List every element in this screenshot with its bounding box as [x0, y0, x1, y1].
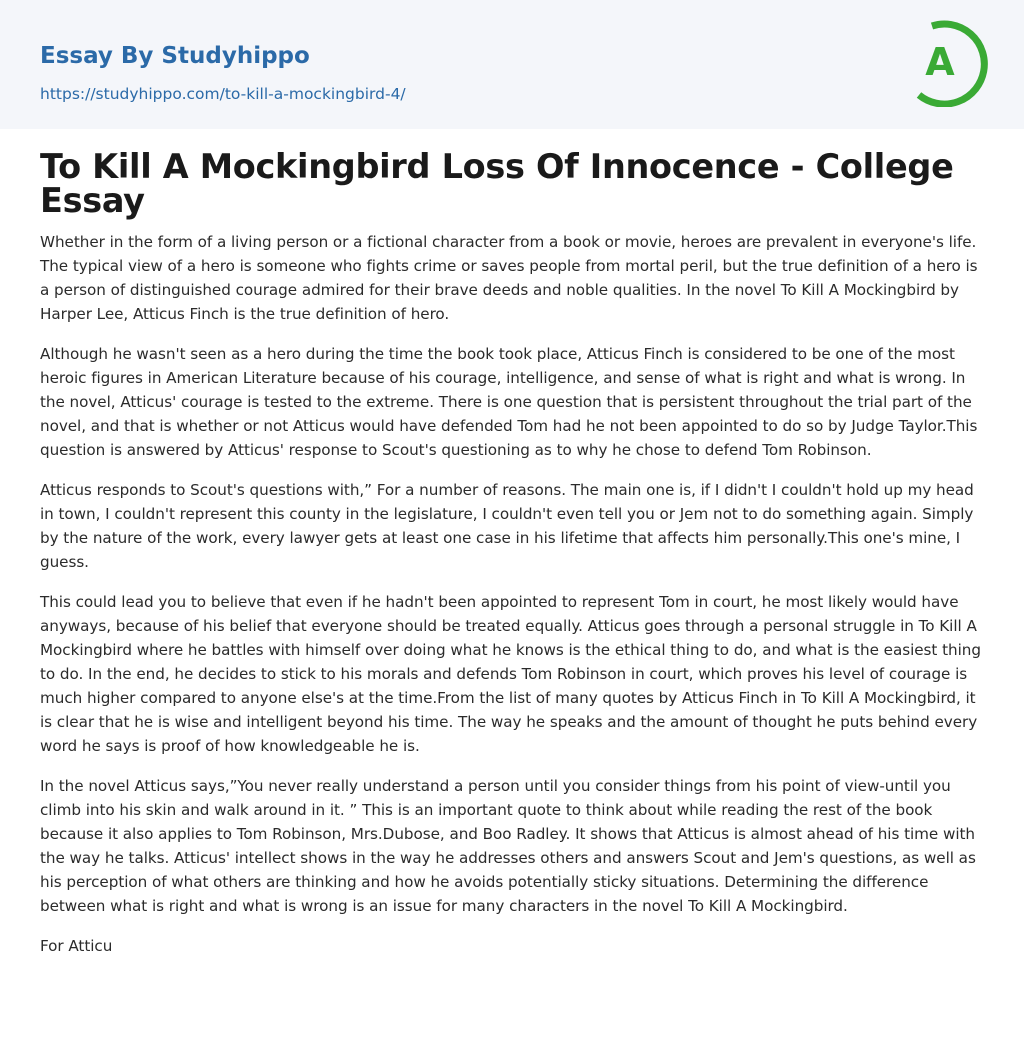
- site-brand[interactable]: Essay By Studyhippo: [40, 43, 310, 69]
- studyhippo-logo[interactable]: [908, 17, 988, 107]
- source-url-link[interactable]: https://studyhippo.com/to-kill-a-mockingbird-4/: [40, 85, 406, 103]
- paragraph: This could lead you to believe that even if he hadn't been appointed to represent Tom in court, he most likely would have anyways, because of his belief that everyone should be treated equally. Atticus goes through a personal struggle in To Kill A Mockingbird where he battles with himself over doing what he knows is the ethical thing to do, and what is the easiest thing to do. In the end, he decides to stick to his morals and defends Tom Robinson in court, which proves his level of courage is much higher compared to anyone else's at the time.From the list of many quotes by Atticus Finch in To Kill A Mockingbird, it is clear that he is wise and intelligent beyond his time. The way he speaks and the amount of thought he puts behind every word he says is proof of how knowledgeable he is.: [40, 593, 981, 755]
- paragraph: In the novel Atticus says,”You never really understand a person until you consider things from his point of view-until you climb into his skin and walk around in it. ” This is an important quote to think about while reading the rest of the book because it also applies to Tom Robinson, Mrs.Dubose, and Boo Radley. It shows that Atticus is almost ahead of his time with the way he talks. Atticus' intellect shows in the way he addresses others and answers Scout and Jem's questions, as well as his perception of what others are thinking and how he avoids potentially sticky situations. Determining the difference between what is right and what is wrong is an issue for many characters in the novel To Kill A Mockingbird.: [40, 777, 976, 915]
- article: [40, 147, 985, 974]
- paragraph: Atticus responds to Scout's questions with,” For a number of reasons. The main one is, if I didn't I couldn't hold up my head in town, I couldn't represent this county in the legislature, I couldn't even tell you or Jem not to do something again. Simply by the nature of the work, every lawyer gets at least one case in his lifetime that affects him personally.This one's mine, I guess.: [40, 481, 974, 571]
- paragraph: Whether in the form of a living person or a fictional character from a book or movie, heroes are prevalent in everyone's life. The typical view of a hero is someone who fights crime or saves people from mortal peril, but the true definition of a hero is a person of distinguished courage admired for their brave deeds and noble qualities. In the novel To Kill A Mockingbird by Harper Lee, Atticus Finch is the true definition of hero.: [40, 233, 978, 323]
- site-header: [0, 0, 1024, 129]
- logo-a-icon: [908, 17, 988, 107]
- paragraph: Although he wasn't seen as a hero during the time the book took place, Atticus Finch is considered to be one of the most heroic figures in American Literature because of his courage, intelligence, and sense of what is right and what is wrong. In the novel, Atticus' courage is tested to the extreme. There is one question that is persistent throughout the trial part of the novel, and that is whether or not Atticus would have defended Tom had he not been appointed to do so by Judge Taylor.This question is answered by Atticus' response to Scout's questioning as to why he chose to defend Tom Robinson.: [40, 345, 978, 459]
- logo-letter: A: [925, 40, 955, 84]
- page-title: To Kill A Mockingbird Loss Of Innocence - College Essay: [40, 147, 954, 220]
- paragraph: For Atticu: [40, 937, 113, 955]
